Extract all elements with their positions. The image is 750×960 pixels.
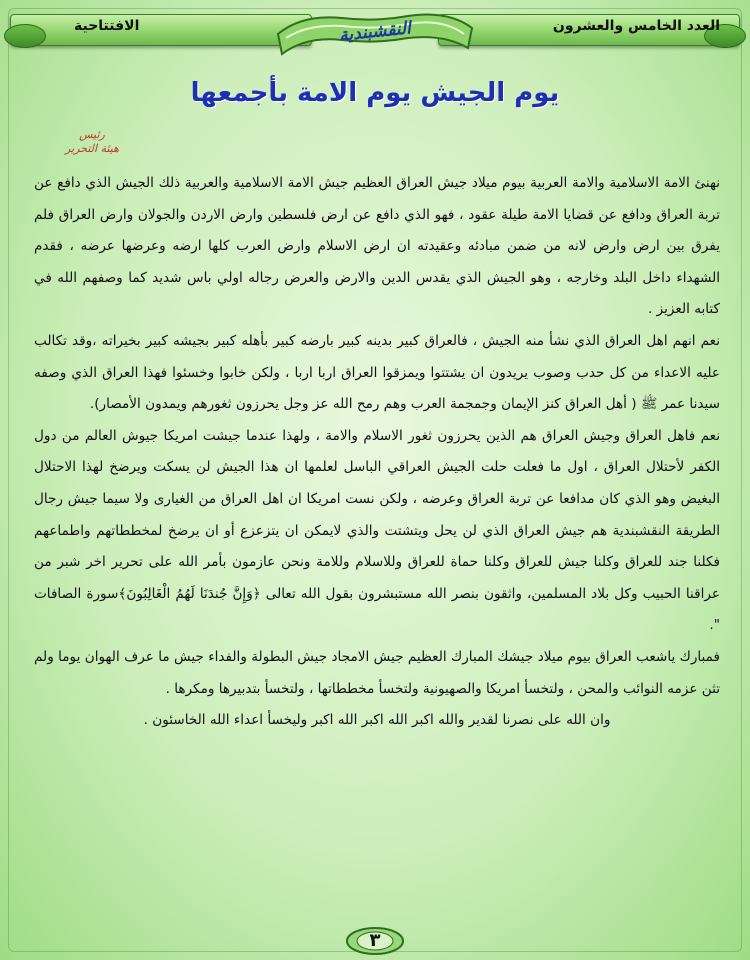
paragraph-1: نهنئ الامة الاسلامية والامة العربية بيوم ميلاد جيش العراق العظيم جيش الامة الاسلامية والعربية ذلك الجيش الذي دافع عن تربة العراق ودافع عن قضايا الامة طيلة عقود ، فهو الذي دافع عن ارض فلسطين وارض الاردن والجولان وارض العراق فلم يفرق بين ارض وارض لانه من ضمن مبادئه وعقيدته ان ارض الاسلام وارض العرب كلها ارضه وعرضها عرضه ، فقدم الشهداء داخل البلد وخارجه ، وهو الجيش الذي يقدس الدين والارض والعرض رجاله اولي باس شديد كما وصفهم الله في كتابه العزيز . — [34, 175, 720, 318]
paragraph-2: نعم انهم اهل العراق الذي نشأ منه الجيش ، فالعراق كبير بدينه كبير بارضه كبير بأهله كبير بجيشه كبير بخيراته ،وقد تكالب عليه الاعداء من كل حدب وصوب يريدون ان يشتتوا ويمزقوا العراق اربا اربا ، ولكن خابوا وخسئوا فهذا العراق الذي وصفه سيدنا عمر ﷺ ( أهل العراق كنز الإيمان وجمجمة العرب وهم رمح الله عز وجل يحرزون ثغورهم ويمدون الأمصار). — [34, 332, 720, 413]
signature-line-2: هيئة التحرير — [65, 142, 119, 155]
section-label: الافتتاحية — [74, 18, 140, 34]
editor-signature — [52, 128, 132, 156]
paragraph-5: وان الله على نصرنا لقدير والله اكبر الله اكبر الله اكبر وليخسأ اعداء الله الخاسئون . — [143, 712, 611, 729]
article-headline: يوم الجيش يوم الامة بأجمعها — [190, 78, 560, 108]
page-number-badge — [345, 926, 405, 956]
magazine-name: النقشبندية — [338, 18, 412, 46]
issue-label: العدد الخامس والعشرون — [552, 18, 720, 34]
paragraph-4: فمبارك ياشعب العراق بيوم ميلاد جيشك المبارك العظيم جيش الامجاد جيش البطولة والفداء جيش ما عرف الهوان يوما ولم تثن عزمه النوائب والمحن ، ولتخسأ امريكا والصهيونية ولتخسأ مخططاتها ، ولتخسأ بتدبيرها ومكرها . — [34, 648, 720, 697]
article-body — [34, 168, 720, 737]
signature-line-1: رئيس — [79, 128, 105, 141]
page-number: ٣ — [369, 930, 381, 951]
magazine-banner — [272, 4, 478, 68]
scroll-end-left — [4, 24, 46, 48]
header-ribbon-left — [10, 14, 312, 46]
paragraph-3: نعم فاهل العراق وجيش العراق هم الذين يحرزون ثغور الاسلام والامة ، ولهذا عندما جيشت امريكا جيوش العالم من دول الكفر لأحتلال العراق ، اول ما فعلت حلت الجيش العراقي الباسل لعلمها ان هذا الجيش لن يسكت ويرضخ لهذا الاحتلال البغيض وهو الذي كان مدافعا عن تربة العراق وعرضه ، ولكن نست امريكا ان اهل العراق من الغيارى ولا سيما جيش رجال الطريقة النقشبندية هم جيش العراق الذي لن يحل ويتشتت والذي لايمكن ان يتزعزع أو ان يرضخ لمخططاتهم واطماعهم فكلنا جند للعراق وكلنا جيش للعراق وكلنا حماة للعراق وللاسلام وللامة ونحن عازمون بأمر الله على تحرير اخر شبر من عراقنا الحبيب وكل بلاد المسلمين، واثقون بنصر الله مستبشرون بقول الله تعالى ﴿وَإِنَّ جُندَنَا لَهُمُ الْغَالِبُونَ﴾سورة الصافات ". — [34, 427, 720, 634]
